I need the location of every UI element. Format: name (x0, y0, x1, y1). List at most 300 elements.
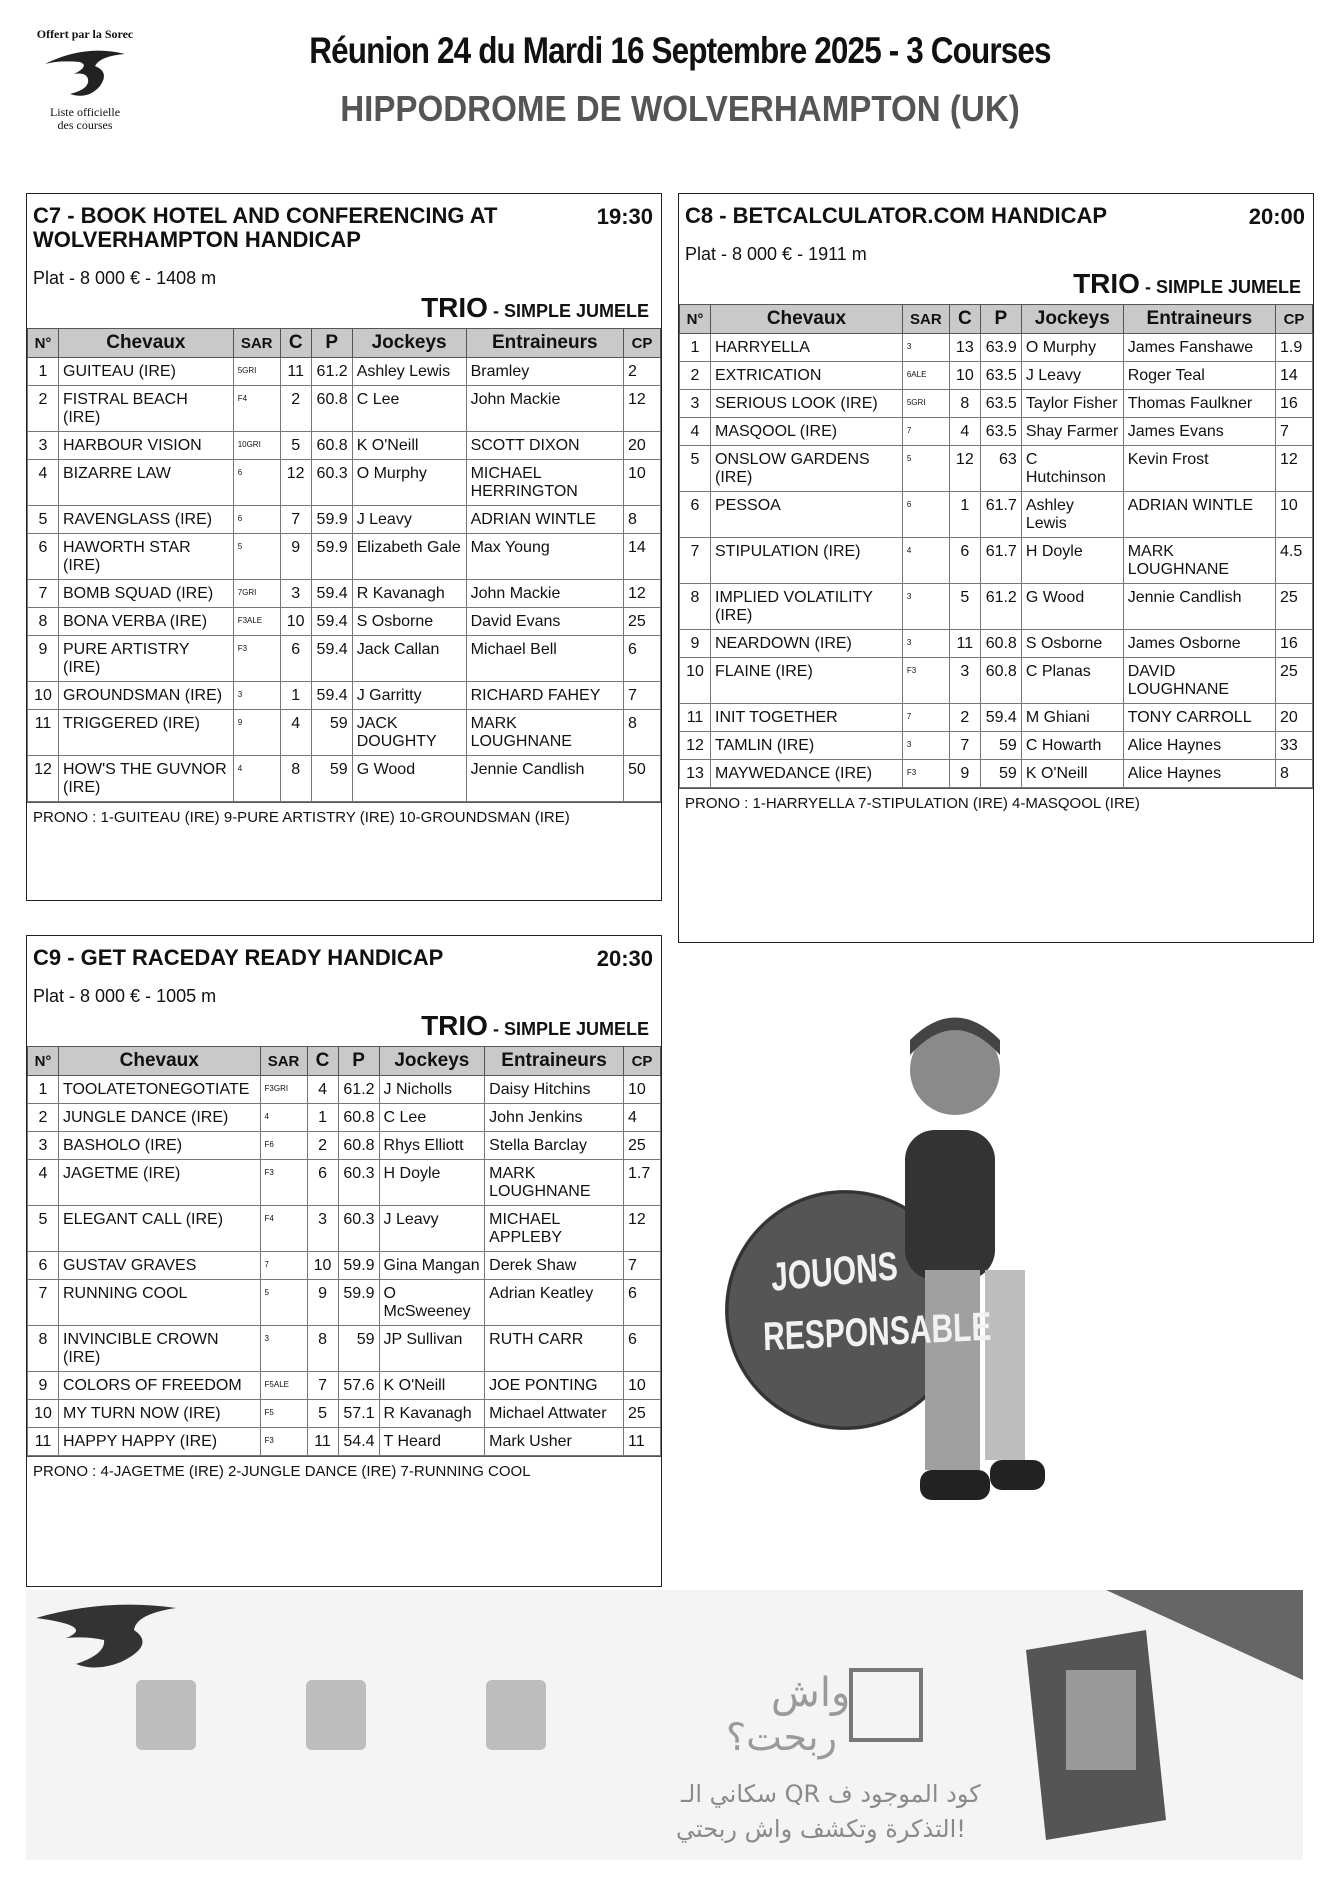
poids: 61.2 (311, 358, 352, 386)
horse-name: STIPULATION (IRE) (711, 538, 903, 584)
poids: 60.8 (980, 658, 1021, 704)
sar: 3 (260, 1326, 307, 1372)
corde: 10 (307, 1252, 338, 1280)
race-info: Plat - 8 000 € - 1408 m (33, 268, 217, 288)
table-row (28, 386, 661, 432)
corde: 11 (949, 630, 980, 658)
runner-number: 5 (28, 506, 59, 534)
corde: 12 (280, 460, 311, 506)
corde: 10 (949, 362, 980, 390)
sar: 5 (260, 1280, 307, 1326)
corde: 3 (307, 1206, 338, 1252)
race-name: C8 - BETCALCULATOR.COM HANDICAP (685, 203, 1108, 228)
race-card-c8 (678, 193, 1314, 943)
horse-name: EXTRICATION (711, 362, 903, 390)
poids: 60.3 (338, 1206, 379, 1252)
runner-number: 7 (28, 580, 59, 608)
race-card-c7 (26, 193, 662, 901)
corde: 2 (280, 386, 311, 432)
sar: 10GRI (233, 432, 280, 460)
runner-number: 12 (28, 756, 59, 802)
poids: 61.7 (980, 538, 1021, 584)
runner-number: 6 (28, 534, 59, 580)
trainer: MARK LOUGHNANE (466, 710, 623, 756)
banner-arabic-2: ربحت؟ (726, 1715, 837, 1759)
cote: 16 (1276, 630, 1313, 658)
poids: 57.6 (338, 1372, 379, 1400)
horse-name: BONA VERBA (IRE) (59, 608, 234, 636)
poids: 63.5 (980, 418, 1021, 446)
sar: 3 (902, 334, 949, 362)
jockey: O McSweeney (379, 1280, 485, 1326)
trainer: Adrian Keatley (485, 1280, 624, 1326)
sar: F5 (260, 1400, 307, 1428)
sar: F4 (260, 1206, 307, 1252)
runner-number: 9 (680, 630, 711, 658)
horse-name: BOMB SQUAD (IRE) (59, 580, 234, 608)
bet-others: - SIMPLE JUMELE (1144, 277, 1301, 297)
mascot-line-2: RESPONSABLE (762, 1304, 992, 1360)
col-cp: CP (1276, 305, 1313, 334)
horse-name: IMPLIED VOLATILITY (IRE) (711, 584, 903, 630)
horse-name: RAVENGLASS (IRE) (59, 506, 234, 534)
cote: 4.5 (1276, 538, 1313, 584)
horse-name: COLORS OF FREEDOM (59, 1372, 261, 1400)
poids: 60.3 (338, 1160, 379, 1206)
poids: 63.5 (980, 362, 1021, 390)
table-row (680, 732, 1313, 760)
jockey: R Kavanagh (379, 1400, 485, 1428)
trainer: David Evans (466, 608, 623, 636)
trainer: MICHAEL HERRINGTON (466, 460, 623, 506)
corde: 12 (949, 446, 980, 492)
runner-number: 2 (680, 362, 711, 390)
poids: 63 (980, 446, 1021, 492)
corde: 8 (949, 390, 980, 418)
table-row (28, 636, 661, 682)
table-row (28, 682, 661, 710)
cote: 20 (1276, 704, 1313, 732)
table-row (680, 418, 1313, 446)
corde: 3 (949, 658, 980, 704)
poids: 59 (980, 732, 1021, 760)
trainer: John Jenkins (485, 1104, 624, 1132)
corde: 2 (307, 1132, 338, 1160)
runner-number: 2 (28, 386, 59, 432)
col-trainer: Entraineurs (485, 1047, 624, 1076)
runner-number: 3 (28, 1132, 59, 1160)
corde: 7 (949, 732, 980, 760)
table-row (680, 446, 1313, 492)
horse-name: ELEGANT CALL (IRE) (59, 1206, 261, 1252)
corde: 8 (280, 756, 311, 802)
cote: 7 (1276, 418, 1313, 446)
horse-name: HARBOUR VISION (59, 432, 234, 460)
poids: 59.4 (311, 682, 352, 710)
horse-name: MAYWEDANCE (IRE) (711, 760, 903, 788)
trainer: MICHAEL APPLEBY (485, 1206, 624, 1252)
sar: 7 (902, 704, 949, 732)
trainer: MARK LOUGHNANE (1123, 538, 1275, 584)
poids: 59.9 (338, 1252, 379, 1280)
poids: 61.2 (338, 1076, 379, 1104)
col-horse: Chevaux (59, 1047, 261, 1076)
col-num: N° (28, 329, 59, 358)
runner-number: 2 (28, 1104, 59, 1132)
col-jockey: Jockeys (1021, 305, 1123, 334)
cote: 2 (624, 358, 661, 386)
horse-name: HAPPY HAPPY (IRE) (59, 1428, 261, 1456)
runners-table (679, 304, 1313, 788)
trainer: Alice Haynes (1123, 760, 1275, 788)
poids: 63.9 (980, 334, 1021, 362)
runner-number: 11 (28, 1428, 59, 1456)
col-num: N° (680, 305, 711, 334)
runner-number: 12 (680, 732, 711, 760)
sar: 6 (902, 492, 949, 538)
table-row (28, 534, 661, 580)
poids: 54.4 (338, 1428, 379, 1456)
cote: 10 (624, 460, 661, 506)
jockey: J Leavy (1021, 362, 1123, 390)
cote: 12 (624, 1206, 661, 1252)
trainer: Roger Teal (1123, 362, 1275, 390)
table-row (28, 1326, 661, 1372)
cote: 11 (624, 1428, 661, 1456)
jockey: T Heard (379, 1428, 485, 1456)
bet-types (1073, 268, 1301, 300)
sar: F3 (902, 658, 949, 704)
horse-name: JAGETME (IRE) (59, 1160, 261, 1206)
table-row (28, 710, 661, 756)
table-row (28, 1104, 661, 1132)
horse-name: TOOLATETONEGOTIATE (59, 1076, 261, 1104)
runner-number: 5 (28, 1206, 59, 1252)
logo-top-text: Offert par la Sorec (36, 27, 134, 41)
corde: 3 (280, 580, 311, 608)
corde: 11 (307, 1428, 338, 1456)
race-card-c9 (26, 935, 662, 1587)
horse-name: MASQOOL (IRE) (711, 418, 903, 446)
corde: 1 (307, 1104, 338, 1132)
sar: 9 (233, 710, 280, 756)
sar: 3 (902, 630, 949, 658)
trainer: JOE PONTING (485, 1372, 624, 1400)
sar: F3 (233, 636, 280, 682)
poids: 61.7 (980, 492, 1021, 538)
cote: 6 (624, 636, 661, 682)
sar: 3 (233, 682, 280, 710)
bet-trio: TRIO (421, 292, 488, 323)
poids: 60.8 (311, 386, 352, 432)
col-jockey: Jockeys (379, 1047, 485, 1076)
runner-number: 4 (28, 460, 59, 506)
col-sar: SAR (902, 305, 949, 334)
trainer: Thomas Faulkner (1123, 390, 1275, 418)
corde: 11 (280, 358, 311, 386)
table-row (28, 1076, 661, 1104)
bet-others: - SIMPLE JUMELE (492, 301, 649, 321)
cote: 8 (1276, 760, 1313, 788)
sar: F6 (260, 1132, 307, 1160)
runner-number: 8 (680, 584, 711, 630)
corde: 7 (307, 1372, 338, 1400)
table-row (28, 506, 661, 534)
cote: 25 (1276, 658, 1313, 704)
jockey: K O'Neill (352, 432, 466, 460)
race-time: 20:30 (596, 946, 653, 971)
table-row (680, 390, 1313, 418)
jockey: H Doyle (1021, 538, 1123, 584)
prono: PRONO : 1-HARRYELLA 7-STIPULATION (IRE) 4-MASQOOL (IRE) (679, 788, 1313, 818)
jockey: Ashley Lewis (1021, 492, 1123, 538)
horse-name: BIZARRE LAW (59, 460, 234, 506)
horse-name: SERIOUS LOOK (IRE) (711, 390, 903, 418)
race-info: Plat - 8 000 € - 1005 m (33, 986, 217, 1006)
trainer: Jennie Candlish (1123, 584, 1275, 630)
jockey: M Ghiani (1021, 704, 1123, 732)
jockey: K O'Neill (379, 1372, 485, 1400)
banner-arabic-1: واش (771, 1670, 851, 1716)
trainer: ADRIAN WINTLE (466, 506, 623, 534)
trainer: Jennie Candlish (466, 756, 623, 802)
cote: 6 (624, 1326, 661, 1372)
table-row (28, 1252, 661, 1280)
sar: F3 (260, 1160, 307, 1206)
sar: F3 (902, 760, 949, 788)
cote: 10 (624, 1076, 661, 1104)
table-row (28, 1206, 661, 1252)
cote: 12 (624, 580, 661, 608)
trainer: Daisy Hitchins (485, 1076, 624, 1104)
col-cp: CP (624, 329, 661, 358)
col-horse: Chevaux (711, 305, 903, 334)
bet-others: - SIMPLE JUMELE (492, 1019, 649, 1039)
jockey: O Murphy (352, 460, 466, 506)
cote: 10 (624, 1372, 661, 1400)
sar: 5GRI (902, 390, 949, 418)
jockey: C Howarth (1021, 732, 1123, 760)
corde: 5 (949, 584, 980, 630)
banner-arabic-4: التذكرة وتكشف واش ربحتي! (676, 1815, 966, 1843)
runner-number: 10 (28, 1400, 59, 1428)
horse-name: RUNNING COOL (59, 1280, 261, 1326)
trainer: Alice Haynes (1123, 732, 1275, 760)
race-info: Plat - 8 000 € - 1911 m (685, 244, 867, 264)
table-row (680, 630, 1313, 658)
horse-name: HOW'S THE GUVNOR (IRE) (59, 756, 234, 802)
cote: 50 (624, 756, 661, 802)
table-row (28, 1428, 661, 1456)
poids: 59.9 (311, 506, 352, 534)
corde: 1 (280, 682, 311, 710)
horse-name: JUNGLE DANCE (IRE) (59, 1104, 261, 1132)
runner-number: 3 (680, 390, 711, 418)
sar: 7 (902, 418, 949, 446)
sar: 7GRI (233, 580, 280, 608)
col-sar: SAR (260, 1047, 307, 1076)
runners-table (27, 328, 661, 802)
jockey: Elizabeth Gale (352, 534, 466, 580)
table-row (28, 358, 661, 386)
jockey: Gina Mangan (379, 1252, 485, 1280)
horse-name: PESSOA (711, 492, 903, 538)
poids: 59 (980, 760, 1021, 788)
poids: 60.3 (311, 460, 352, 506)
runner-number: 6 (680, 492, 711, 538)
poids: 60.8 (338, 1104, 379, 1132)
poids: 63.5 (980, 390, 1021, 418)
cote: 7 (624, 1252, 661, 1280)
cote: 25 (624, 1400, 661, 1428)
jockey: C Planas (1021, 658, 1123, 704)
corde: 4 (949, 418, 980, 446)
poids: 59.4 (980, 704, 1021, 732)
trainer: ADRIAN WINTLE (1123, 492, 1275, 538)
table-row (680, 334, 1313, 362)
banner-arabic-3: سكاني الـ QR كود الموجود ف (681, 1780, 981, 1808)
jockey: Taylor Fisher (1021, 390, 1123, 418)
trainer: RICHARD FAHEY (466, 682, 623, 710)
runner-number: 1 (680, 334, 711, 362)
corde: 5 (307, 1400, 338, 1428)
table-row (28, 1372, 661, 1400)
trainer: Max Young (466, 534, 623, 580)
trainer: TONY CARROLL (1123, 704, 1275, 732)
runner-number: 8 (28, 608, 59, 636)
trainer: James Osborne (1123, 630, 1275, 658)
col-p: P (980, 305, 1021, 334)
sar: F3GRI (260, 1076, 307, 1104)
cote: 25 (1276, 584, 1313, 630)
runners-table (27, 1046, 661, 1456)
sar: F3 (260, 1428, 307, 1456)
runner-number: 1 (28, 1076, 59, 1104)
jockey: K O'Neill (1021, 760, 1123, 788)
responsible-gaming-mascot (725, 1000, 1065, 1520)
horse-name: HARRYELLA (711, 334, 903, 362)
horse-name: HAWORTH STAR (IRE) (59, 534, 234, 580)
runner-number: 8 (28, 1326, 59, 1372)
prono: PRONO : 1-GUITEAU (IRE) 9-PURE ARTISTRY (IRE) 10-GROUNDSMAN (IRE) (27, 802, 661, 832)
jockey: Jack Callan (352, 636, 466, 682)
race-name: C9 - GET RACEDAY READY HANDICAP (33, 945, 444, 970)
runner-number: 11 (28, 710, 59, 756)
col-sar: SAR (233, 329, 280, 358)
jockey: Shay Farmer (1021, 418, 1123, 446)
runner-number: 3 (28, 432, 59, 460)
sar: 5 (902, 446, 949, 492)
jockey: JACK DOUGHTY (352, 710, 466, 756)
sar: 4 (233, 756, 280, 802)
table-row (28, 1400, 661, 1428)
cote: 6 (624, 1280, 661, 1326)
runner-number: 7 (680, 538, 711, 584)
table-row (28, 608, 661, 636)
sar: 3 (902, 732, 949, 760)
corde: 6 (280, 636, 311, 682)
col-jockey: Jockeys (352, 329, 466, 358)
logo-bottom-text-2: des courses (57, 118, 113, 132)
qr-promo-banner (26, 1590, 1303, 1860)
horse-name: MY TURN NOW (IRE) (59, 1400, 261, 1428)
col-horse: Chevaux (59, 329, 234, 358)
jockey: Ashley Lewis (352, 358, 466, 386)
prono: PRONO : 4-JAGETME (IRE) 2-JUNGLE DANCE (IRE) 7-RUNNING COOL (27, 1456, 661, 1486)
trainer: James Evans (1123, 418, 1275, 446)
sar: 4 (260, 1104, 307, 1132)
jockey: H Doyle (379, 1160, 485, 1206)
col-c: C (949, 305, 980, 334)
table-row (680, 538, 1313, 584)
corde: 10 (280, 608, 311, 636)
race-time: 20:00 (1248, 204, 1305, 229)
bet-trio: TRIO (421, 1010, 488, 1041)
col-cp: CP (624, 1047, 661, 1076)
col-p: P (311, 329, 352, 358)
trainer: RUTH CARR (485, 1326, 624, 1372)
horse-name: GROUNDSMAN (IRE) (59, 682, 234, 710)
runner-number: 9 (28, 636, 59, 682)
sorec-horse-logo-icon (40, 44, 130, 104)
cote: 16 (1276, 390, 1313, 418)
cote: 8 (624, 506, 661, 534)
poids: 59 (311, 710, 352, 756)
jockey: O Murphy (1021, 334, 1123, 362)
corde: 9 (307, 1280, 338, 1326)
jockey: J Leavy (352, 506, 466, 534)
jockey: S Osborne (352, 608, 466, 636)
runner-number: 4 (28, 1160, 59, 1206)
poids: 59.4 (311, 636, 352, 682)
sar: 3 (902, 584, 949, 630)
runner-number: 10 (28, 682, 59, 710)
cote: 1.7 (624, 1160, 661, 1206)
jockey: R Kavanagh (352, 580, 466, 608)
jockey: C Lee (352, 386, 466, 432)
cote: 4 (624, 1104, 661, 1132)
mascot-line-1: JOUONS (770, 1244, 899, 1300)
horse-name: INIT TOGETHER (711, 704, 903, 732)
corde: 9 (280, 534, 311, 580)
trainer: Michael Bell (466, 636, 623, 682)
trainer: Kevin Frost (1123, 446, 1275, 492)
trainer: Michael Attwater (485, 1400, 624, 1428)
cote: 10 (1276, 492, 1313, 538)
race-time: 19:30 (596, 204, 653, 229)
trainer: MARK LOUGHNANE (485, 1160, 624, 1206)
trainer: John Mackie (466, 386, 623, 432)
sar: 6 (233, 460, 280, 506)
table-row (28, 1132, 661, 1160)
bet-types (421, 1010, 649, 1042)
table-row (680, 760, 1313, 788)
jockey: S Osborne (1021, 630, 1123, 658)
trainer: SCOTT DIXON (466, 432, 623, 460)
cote: 12 (624, 386, 661, 432)
horse-name: INVINCIBLE CROWN (IRE) (59, 1326, 261, 1372)
runner-number: 5 (680, 446, 711, 492)
runner-number: 7 (28, 1280, 59, 1326)
horse-name: FISTRAL BEACH (IRE) (59, 386, 234, 432)
table-row (680, 584, 1313, 630)
runner-number: 9 (28, 1372, 59, 1400)
page-subtitle: HIPPODROME DE WOLVERHAMPTON (UK) (340, 88, 1020, 129)
table-row (680, 658, 1313, 704)
bet-trio: TRIO (1073, 268, 1140, 299)
cote: 14 (1276, 362, 1313, 390)
horse-name: PURE ARTISTRY (IRE) (59, 636, 234, 682)
